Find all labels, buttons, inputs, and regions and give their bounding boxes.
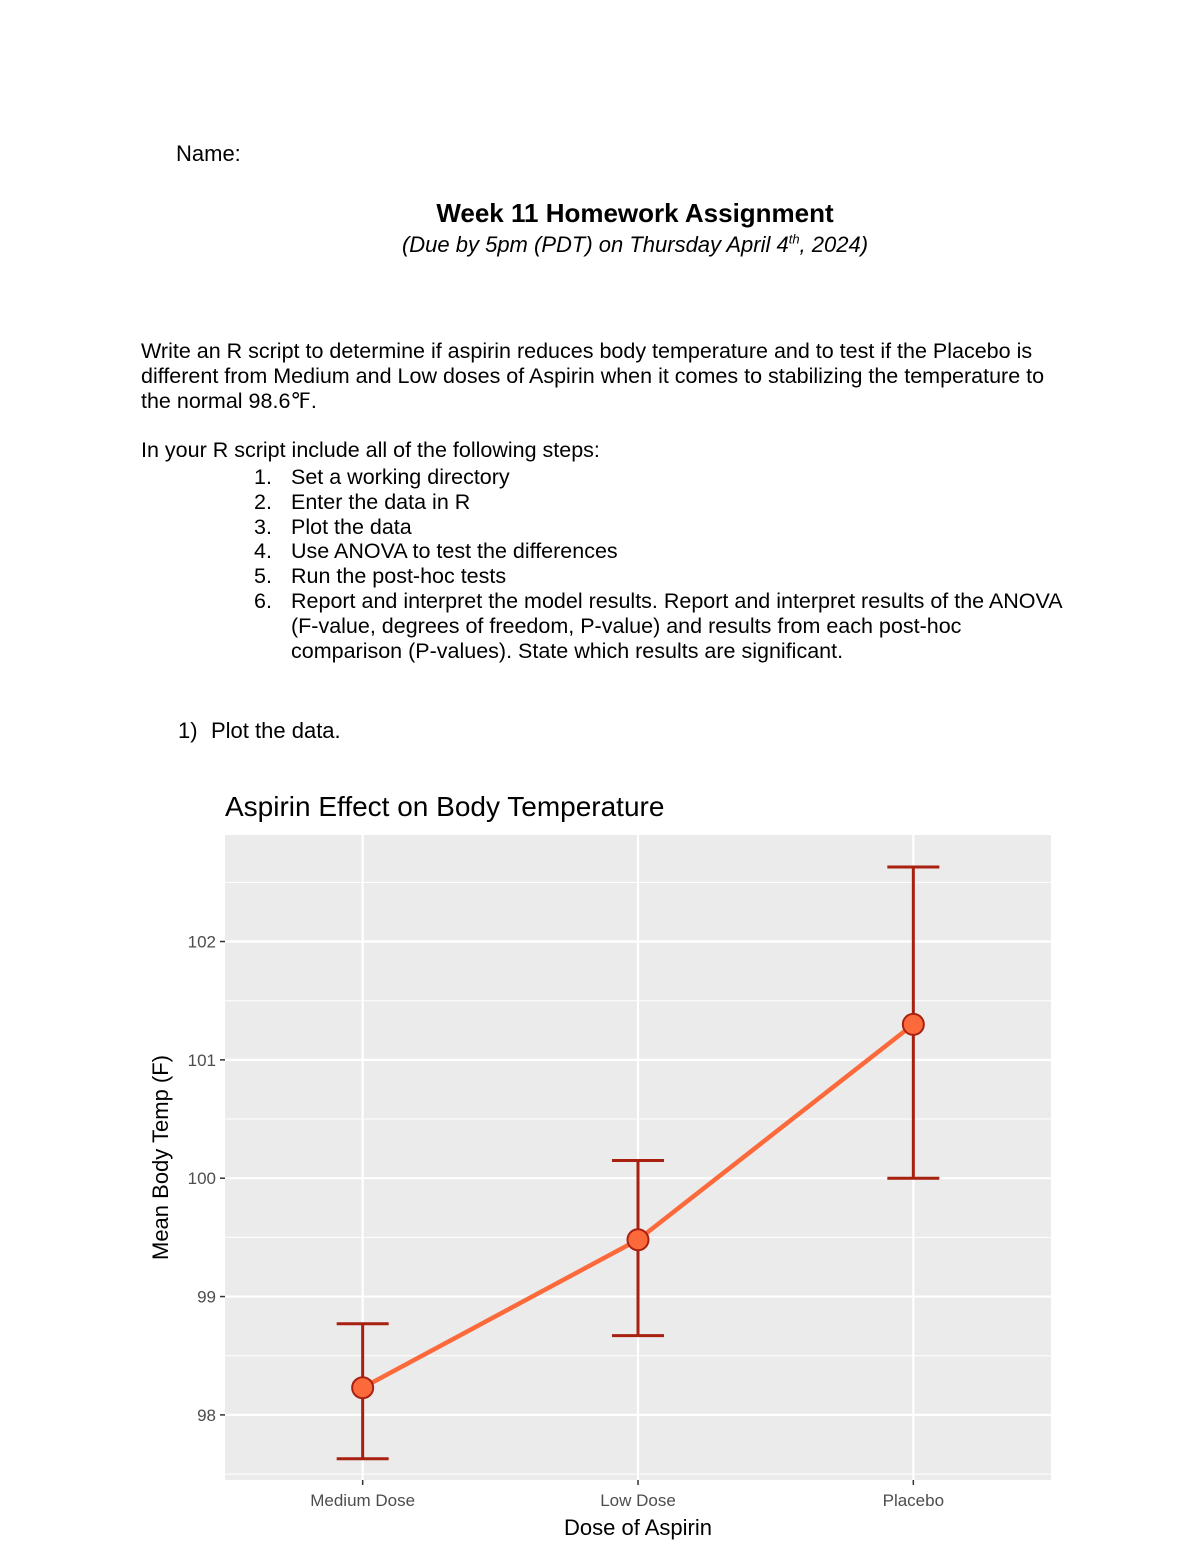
step-text: Use ANOVA to test the differences	[291, 539, 618, 564]
x-tick-label: Low Dose	[600, 1491, 676, 1510]
data-point	[903, 1014, 924, 1035]
instructions-paragraph: Write an R script to determine if aspirin reduces body temperature and to test if the Placebo is different from Medium and Low doses of Aspirin when it comes to stabilizing the temperature to the normal 98.6℉.	[141, 339, 1045, 413]
step-number: 6.	[254, 588, 272, 613]
x-tick-label: Medium Dose	[310, 1491, 416, 1510]
steps-list	[254, 465, 1074, 663]
step-text: Run the post-hoc tests	[291, 564, 507, 589]
data-point	[628, 1229, 649, 1250]
step-text: Set a working directory	[291, 465, 510, 489]
step-number: 2.	[254, 489, 272, 514]
y-tick-label: 100	[187, 1169, 216, 1189]
step-item	[254, 589, 1074, 663]
step-item	[254, 465, 1074, 490]
step-text: Enter the data in R	[291, 489, 471, 514]
step-number: 3.	[254, 514, 272, 539]
step-text: Plot the data	[291, 514, 412, 539]
due-date-prefix: (Due by 5pm (PDT) on Thursday April 4	[401, 232, 789, 257]
y-tick-label: 99	[197, 1287, 216, 1307]
chart-title: Aspirin Effect on Body Temperature	[225, 791, 665, 822]
x-tick-label: Placebo	[882, 1491, 945, 1510]
question-1	[178, 718, 341, 744]
y-axis-label: Mean Body Temp (F)	[148, 1054, 173, 1261]
step-number: 5.	[254, 564, 272, 589]
data-point	[352, 1377, 373, 1398]
y-tick-label: 98	[197, 1405, 216, 1425]
step-item	[254, 490, 1074, 515]
due-date-suffix: , 2024)	[799, 232, 869, 257]
aspirin-chart	[141, 768, 1059, 1553]
question-text: Plot the data.	[211, 718, 341, 743]
step-item	[254, 539, 1074, 564]
y-tick-label: 102	[187, 932, 216, 952]
steps-intro: In your R script include all of the following steps:	[141, 438, 600, 462]
y-tick-label: 101	[187, 1050, 216, 1070]
step-item	[254, 515, 1074, 540]
x-axis-label: Dose of Aspirin	[564, 1515, 712, 1540]
name-label: Name:	[176, 141, 241, 166]
due-date-ordinal: th	[788, 231, 800, 247]
assignment-title: Week 11 Homework Assignment	[436, 198, 834, 228]
step-text: Report and interpret the model results. Report and interpret results of the ANOVA (F-value, degrees of freedom, P-value) and results from each post-hoc comparison (P-values). State which results are significant.	[291, 588, 1062, 663]
due-date	[0, 232, 1200, 258]
step-item	[254, 564, 1074, 589]
step-number: 1.	[254, 465, 272, 489]
question-number: 1)	[178, 718, 198, 743]
step-number: 4.	[254, 539, 272, 564]
chart-figure	[141, 768, 1059, 1553]
